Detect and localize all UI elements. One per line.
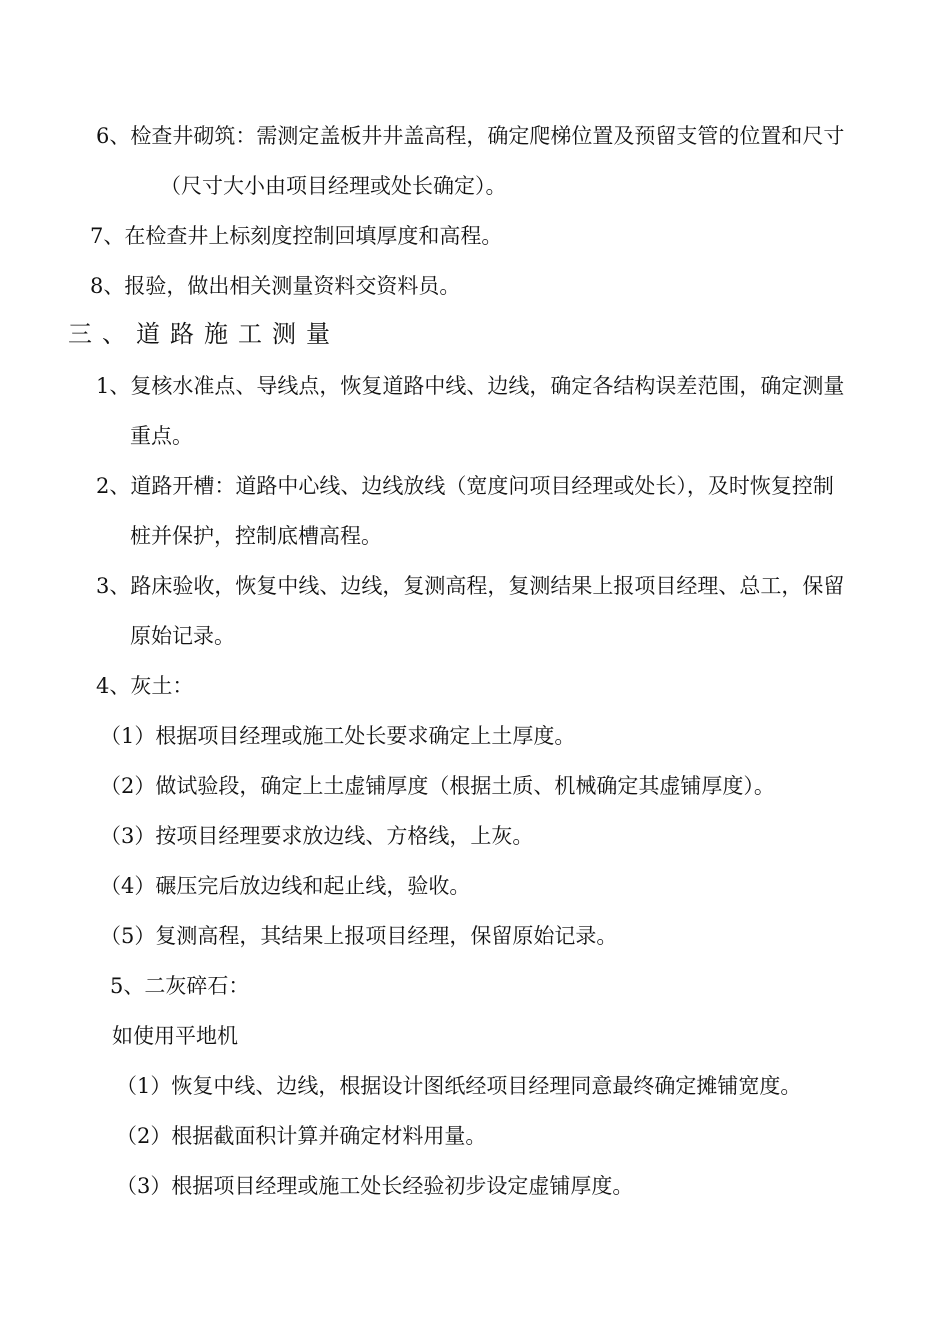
text-line: （2）做试验段，确定上土虚铺厚度（根据土质、机械确定其虚铺厚度）。 (100, 774, 775, 798)
text-line: 7、在检查井上标刻度控制回填厚度和高程。 (90, 224, 503, 248)
text-line: （4）碾压完后放边线和起止线，验收。 (100, 874, 471, 898)
text-line: （3）按项目经理要求放边线、方格线，上灰。 (100, 824, 534, 848)
text-line: 5、二灰碎石： (110, 974, 250, 998)
text-line: 重点。 (130, 424, 193, 448)
text-line: 3、路床验收，恢复中线、边线，复测高程，复测结果上报项目经理、总工，保留 (96, 574, 845, 598)
text-line: 8、报验，做出相关测量资料交资料员。 (90, 274, 461, 298)
text-line: 原始记录。 (130, 624, 235, 648)
text-line: 桩并保护，控制底槽高程。 (130, 524, 382, 548)
text-line: （1）恢复中线、边线，根据设计图纸经项目经理同意最终确定摊铺宽度。 (116, 1074, 802, 1098)
text-line: （2）根据截面积计算并确定材料用量。 (116, 1124, 487, 1148)
text-line: （尺寸大小由项目经理或处长确定）。 (160, 174, 507, 198)
text-line: 4、灰土： (96, 674, 194, 698)
text-line: （1）根据项目经理或施工处长要求确定上土厚度。 (100, 724, 576, 748)
text-line: 1、复核水准点、导线点，恢复道路中线、边线，确定各结构误差范围，确定测量 (96, 374, 845, 398)
text-line: （3）根据项目经理或施工处长经验初步设定虚铺厚度。 (116, 1174, 634, 1198)
text-line: 如使用平地机 (112, 1024, 238, 1048)
text-line: 2、道路开槽：道路中心线、边线放线（宽度问项目经理或处长），及时恢复控制 (96, 474, 834, 498)
text-line: （5）复测高程，其结果上报项目经理，保留原始记录。 (100, 924, 618, 948)
section-heading: 三、道路施工测量 (68, 320, 340, 348)
text-line: 6、检查井砌筑：需测定盖板井井盖高程，确定爬梯位置及预留支管的位置和尺寸 (96, 124, 845, 148)
